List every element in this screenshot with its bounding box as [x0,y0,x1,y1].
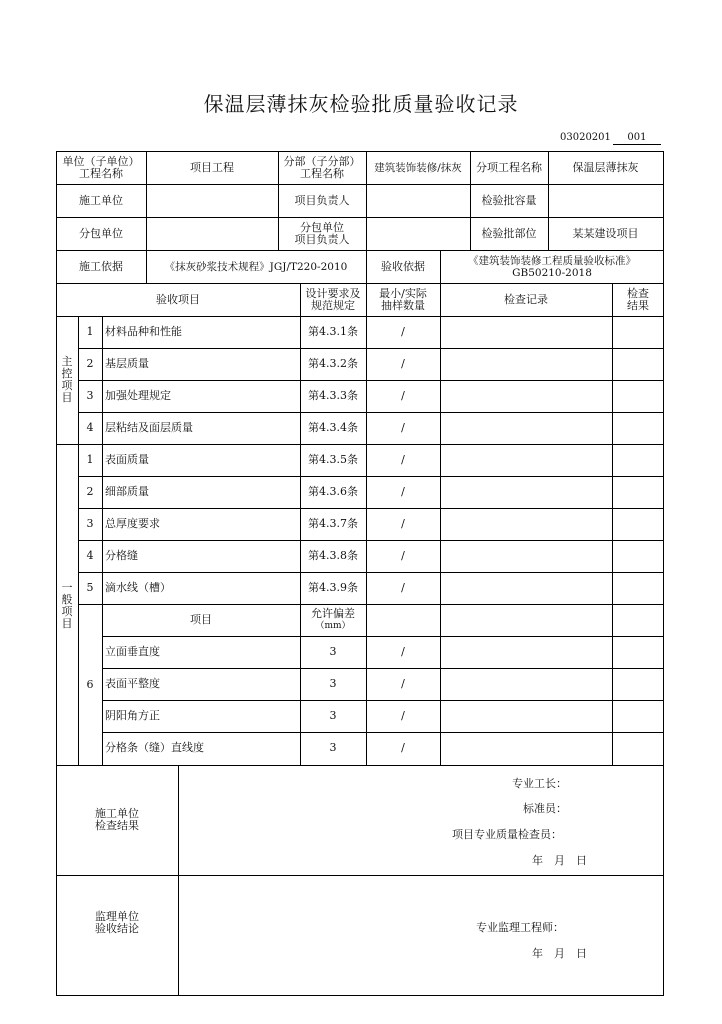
row-item-name: 层粘结及面层质量 [105,421,193,434]
supervisor-date: 年 月 日 [532,947,587,960]
form-number: 001 [613,132,661,145]
row-sample: / [401,325,405,338]
col-check-record: 检查记录 [504,293,548,306]
row-sample: / [401,517,405,530]
row-item-name: 表面质量 [105,453,149,466]
deviation-allow-label: 允许偏差 （mm） [311,607,355,631]
form-code-value: 03020201 [560,132,611,143]
row-clause: 第4.3.2条 [308,357,358,370]
subitem-name-value: 保温层薄抹灰 [572,161,639,174]
lot-capacity-label: 检验批容量 [481,194,537,207]
row-number: 1 [86,325,94,338]
col-acceptance-items: 验收项目 [156,293,200,306]
acceptance-basis-value: 《建筑装饰装修工程质量验收标准》 GB50210-2018 [468,255,636,279]
supervising-engineer-label: 专业监理工程师： [476,921,564,934]
col-sample-count: 最小/实际 抽样数量 [379,287,427,312]
construction-basis-value: 《抹灰砂浆技术规程》JGJ/T220-2010 [164,261,348,273]
row-number: 5 [86,581,94,594]
row-item-name: 滴水线（槽） [105,581,171,594]
row-number: 3 [86,389,94,402]
row-item-name: 表面平整度 [105,677,160,690]
row-clause: 第4.3.9条 [308,581,358,594]
row-item-name: 分格缝 [105,549,138,562]
row-clause: 第4.3.4条 [308,421,358,434]
row-sample: / [401,677,405,690]
row-sample: / [401,709,405,722]
contractor-check-label: 施工单位 检查结果 [95,807,139,832]
row-number: 1 [86,453,94,466]
row-item-name: 分格条（缝）直线度 [105,741,204,754]
row-number: 3 [86,517,94,530]
row-sample: / [401,357,405,370]
row-number: 2 [86,357,94,370]
row-clause: 第4.3.5条 [308,453,358,466]
row-clause: 第4.3.7条 [308,517,358,530]
unit-name-value: 项目工程 [190,161,234,174]
row-item-name: 立面垂直度 [105,645,160,658]
deviation-number: 6 [86,678,94,691]
row-item-name: 总厚度要求 [105,517,160,530]
main-control-label: 主 控 项 目 [61,355,73,404]
deviation-item-label: 项目 [190,613,212,626]
foreman-label: 专业工长： [512,777,567,790]
division-name-value: 建筑装饰装修/抹灰 [374,162,462,174]
lot-location-label: 检验批部位 [481,227,537,240]
project-manager-label: 项目负责人 [294,194,350,207]
lot-location-value: 某某建设项目 [572,227,639,240]
row-clause: 第4.3.3条 [308,389,358,402]
contractor-label: 施工单位 [79,194,123,207]
supervisor-check-label: 监理单位 验收结论 [95,910,139,935]
row-item-name: 材料品种和性能 [105,325,182,338]
col-design-requirement: 设计要求及 规范规定 [305,287,361,312]
construction-basis-label: 施工依据 [79,260,123,273]
acceptance-basis-label: 验收依据 [381,260,425,273]
row-sample: / [401,549,405,562]
col-check-result: 检查 结果 [627,287,649,312]
row-tolerance: 3 [329,645,337,658]
row-tolerance: 3 [329,709,337,722]
row-item-name: 加强处理规定 [105,389,171,402]
row-number: 4 [86,421,94,434]
unit-name-label: 单位（子单位） 工程名称 [62,155,140,180]
row-tolerance: 3 [329,677,337,690]
row-sample: / [401,581,405,594]
row-item-name: 基层质量 [105,357,149,370]
row-clause: 第4.3.6条 [308,485,358,498]
general-items-label: 一 般 项 目 [61,581,73,630]
standard-officer-label: 标准员： [523,802,567,815]
contractor-date: 年 月 日 [532,854,587,867]
row-item-name: 细部质量 [105,485,149,498]
row-number: 4 [86,549,94,562]
row-clause: 第4.3.1条 [308,325,358,338]
subcontractor-label: 分包单位 [79,227,123,240]
row-sample: / [401,645,405,658]
row-sample: / [401,741,405,754]
subitem-name-label: 分项工程名称 [476,161,542,174]
form-title: 保温层薄抹灰检验批质量验收记录 [203,92,519,116]
row-sample: / [401,389,405,402]
row-number: 2 [86,485,94,498]
row-sample: / [401,485,405,498]
sub-manager-label: 分包单位 项目负责人 [294,221,350,246]
division-name-label: 分部（子分部） 工程名称 [283,155,361,180]
row-item-name: 阴阳角方正 [105,709,160,722]
row-clause: 第4.3.8条 [308,549,358,562]
quality-inspector-label: 项目专业质量检查员： [452,828,562,841]
row-tolerance: 3 [329,741,337,754]
row-sample: / [401,453,405,466]
row-sample: / [401,421,405,434]
